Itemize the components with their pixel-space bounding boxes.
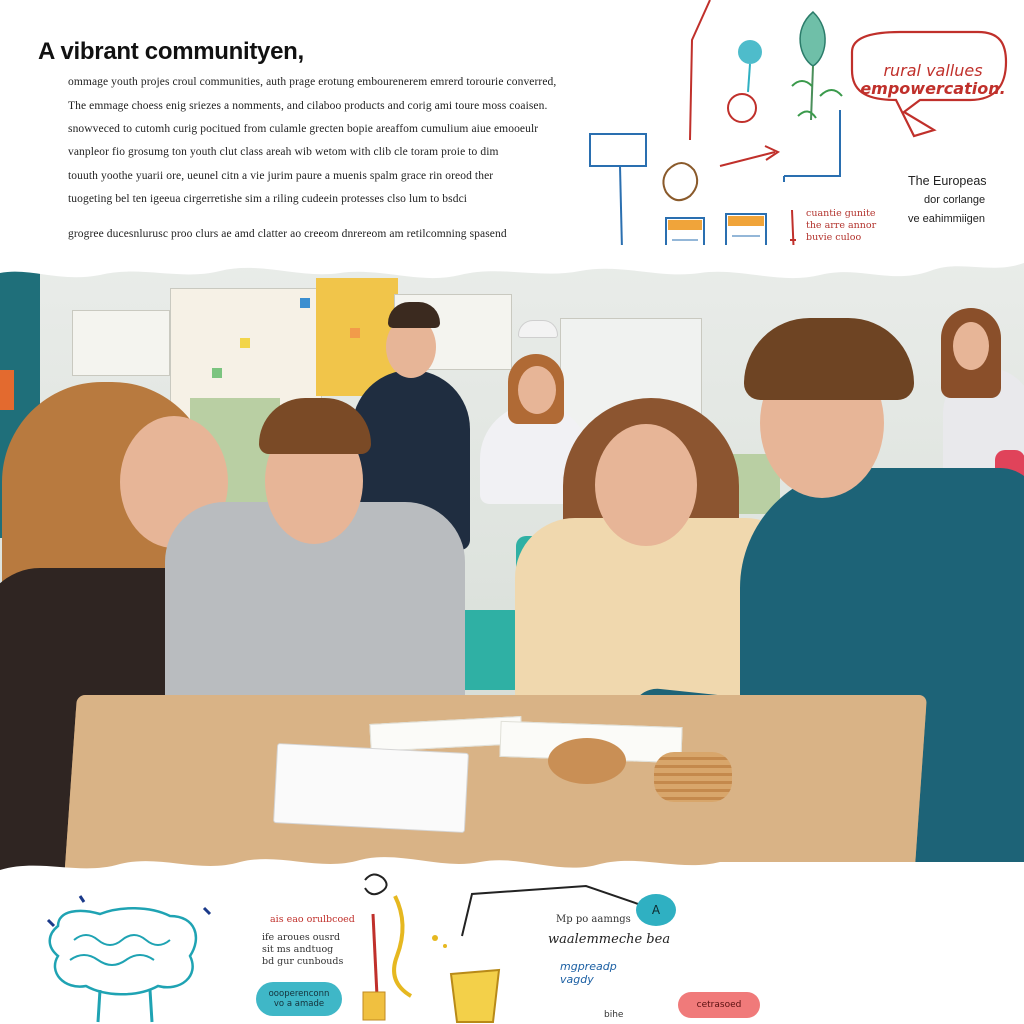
body-line: grogree ducesnlurusc proo clurs ae amd clatter ao creeom dnrereom am retilcomning spasend: [68, 228, 507, 240]
orange-shelf: [0, 370, 14, 410]
speech-bubble-line: empowercation.: [860, 79, 1006, 98]
red-pill-label: [678, 992, 760, 1018]
teal-doodle-cluster: [40, 890, 220, 1024]
blue-box: [590, 134, 646, 166]
cup-icon: [451, 970, 499, 1022]
side-note-line: dor corlange: [924, 194, 986, 206]
red-pill-text: cetrasoed: [696, 1000, 742, 1010]
body-line: touuth yoothe yuarii ore, ueunel citn a vie jurim paure a muenis spalm grace rin oreod ther: [68, 170, 494, 182]
body-line: snowveced to cutomh curig pocitued from culamle grecten bopie areaffom cumulium aiue emooeulr: [68, 123, 539, 135]
bottom-caption: waalemmeche bea: [548, 932, 671, 947]
bread-roll: [548, 738, 626, 784]
wall-poster: [72, 310, 170, 376]
body-line: tuogeting bel ten igeeua cirgerretishe sim a riling cudeein protesses clso lum to bsdci: [68, 193, 468, 205]
leaf-icon: [800, 12, 825, 66]
small-mark: bihe: [604, 1010, 624, 1020]
teal-speech-bubble: [256, 982, 342, 1016]
red-circle-icon: [728, 94, 756, 122]
bottom-notes: ife aroues ousrd sit ms andtuog bd gur cunbouds: [262, 932, 344, 967]
yellow-squiggle: [394, 896, 411, 996]
body-line: vanpleor fio grosumg ton youth clut class areah wib wetom with clib cle toram proie to dim: [68, 146, 499, 158]
page-title: A vibrant communityen,: [38, 38, 304, 65]
speech-bubble-line: rural vallues: [883, 61, 983, 80]
speech-bubble-text: [858, 62, 1008, 98]
red-line: [690, 0, 710, 140]
side-note: [908, 172, 987, 229]
teal-bud-icon: [738, 40, 762, 64]
side-note-line: The Europeas: [908, 174, 987, 188]
label-a-text: A: [651, 903, 661, 917]
stacked-cookies: [654, 752, 732, 802]
blue-scribble: mgpreadp vagdy: [560, 960, 617, 986]
bottom-red-heading: ais eao orulbcoed: [270, 914, 355, 925]
sprout-icon: [792, 81, 842, 118]
side-note-line: ve eahimmiigen: [908, 213, 986, 225]
red-annotation: cuantie gunite the arre annor buvie culoo: [806, 208, 877, 243]
figure-sketch-icon: [663, 163, 697, 200]
body-line: ommage youth projes croul communities, auth prage erotung embourenerem emrerd torourie converred,: [68, 76, 557, 88]
glass-icon: [363, 992, 385, 1020]
loop-icon: [365, 874, 387, 894]
ceiling-lamp: [518, 320, 558, 338]
classroom-photo: [0, 258, 1024, 898]
teal-bubble-text: oooperenconn vo a amade: [268, 989, 330, 1009]
torn-edge-top: [0, 245, 1024, 285]
white-notebook: [273, 743, 469, 833]
label-a-badge: [636, 894, 676, 926]
body-line: The emmage choess enig sriezes a nomments, and cilaboo products and corig ami toure moss coaisen.: [68, 100, 548, 112]
bottom-caption-small: Mp po aamngs: [556, 914, 631, 925]
